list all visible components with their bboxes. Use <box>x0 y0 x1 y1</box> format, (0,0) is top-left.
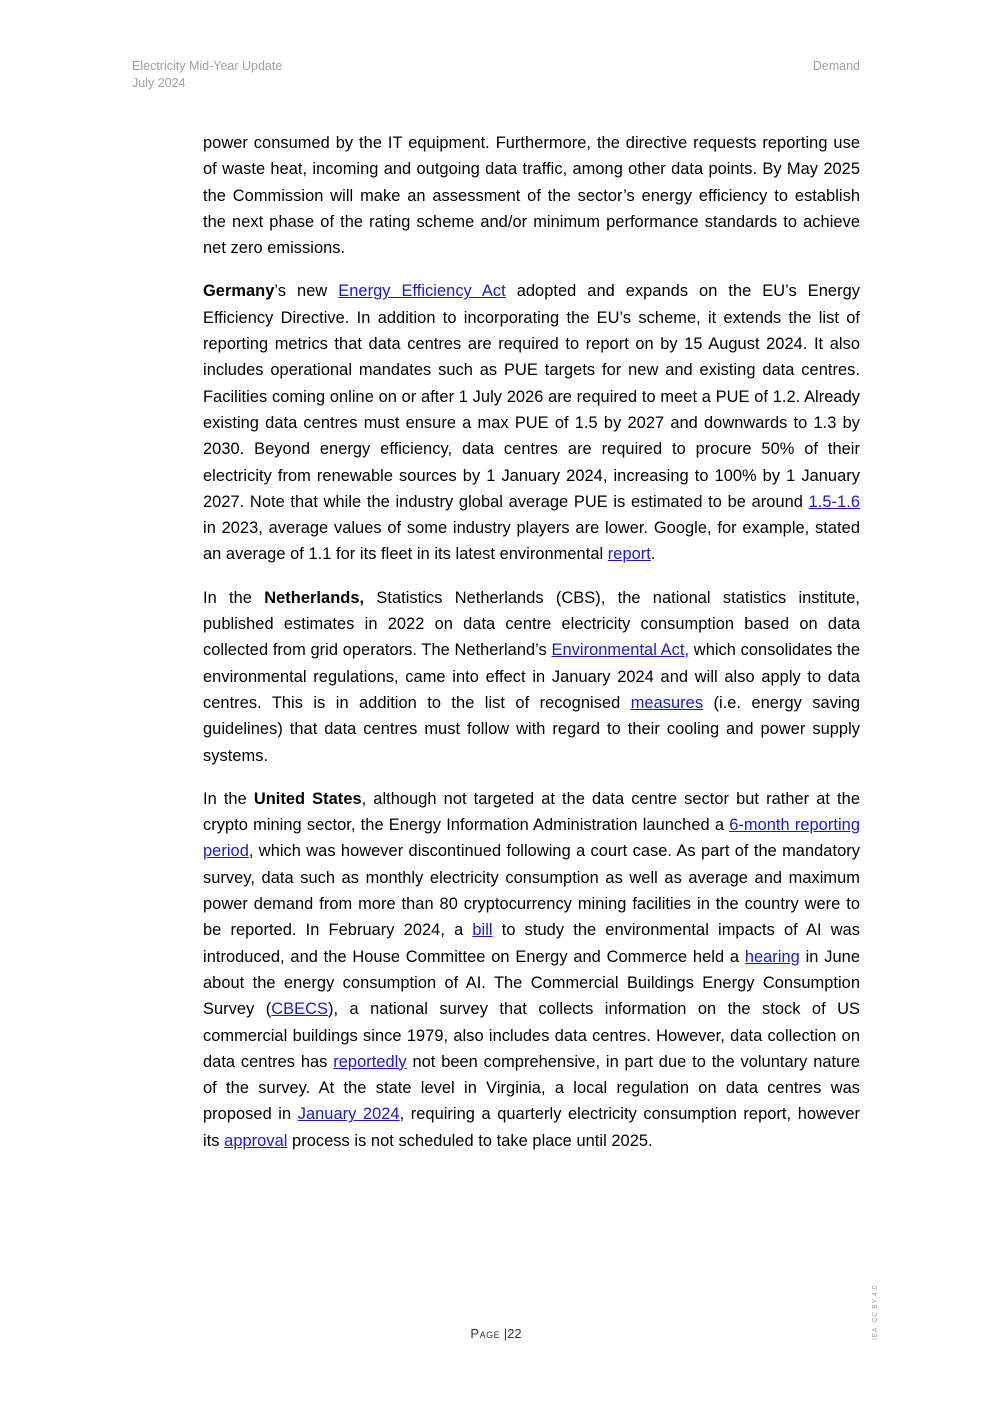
link-reportedly[interactable]: reportedly <box>333 1052 407 1071</box>
link-pue-estimate[interactable]: 1.5-1.6 <box>808 492 860 511</box>
paragraph-text: in June about the energy consumption of AI. The Commercial Buildings Energy Consumption Survey ( <box>203 947 860 1019</box>
country-united-states: United States <box>253 789 362 808</box>
paragraph-text: adopted and expands on the EU’s Energy Efficiency Directive. In addition to incorporating the EU’s scheme, it extends the list of reporting metrics that data centres are required to report on by 15 August 2024. It also includes operational mandates such as PUE targets for new and existing data centres. Facilities coming online on or after 1 July 2026 are required to meet a PUE of 1.2. Already existing data centres must ensure a max PUE of 1.5 by 2027 and downwards to 1.3 by 2030. Beyond energy efficiency, data centres are required to procure 50% of their electricity from renewable sources by 1 January 2024, increasing to 100% by 1 January 2027. Note that while the industry global average PUE is estimated to be around <box>203 282 860 511</box>
document-title: Electricity Mid-Year Update <box>132 59 283 73</box>
country-germany: Germany <box>203 282 275 301</box>
link-environmental-act[interactable]: Environmental Act, <box>551 641 690 660</box>
paragraph-text: , requiring a quarterly electricity consumption report, however its <box>203 1105 860 1150</box>
paragraph-text: which consolidates the environmental regulations, came into effect in January 2024 and will also apply to data centres. This is in addition to the list of recognised <box>203 641 860 712</box>
paragraph-united-states <box>203 786 860 1154</box>
link-cbecs[interactable]: CBECS <box>271 1000 328 1019</box>
section-title: Demand <box>812 59 860 73</box>
document-date: July 2024 <box>132 76 186 90</box>
paragraph-eu-directive <box>203 130 860 261</box>
paragraph-text: to study the environmental impacts of AI was introduced, and the House Committee on Energy and Commerce held a <box>203 921 860 966</box>
paragraph-text: process is not scheduled to take place until 2025. <box>287 1131 653 1150</box>
paragraph-netherlands <box>203 585 860 769</box>
link-environmental-report[interactable]: report <box>607 545 651 564</box>
paragraph-text: , although not targeted at the data centre sector but rather at the crypto mining sector, the Energy Information Administration launched a <box>203 789 860 835</box>
link-measures[interactable]: measures <box>630 693 704 712</box>
paragraph-text: , which was however discontinued following a court case. As part of the mandatory survey, data such as monthly electricity consumption as well as average and maximum power demand from more than 80 cryptocurrency mining facilities in the country were to be reported. In February 2024, a <box>203 842 860 940</box>
paragraph-text: in 2023, average values of some industry players are lower. Google, for example, stated an average of 1.1 for its fleet in its latest environmental <box>203 519 860 564</box>
link-january-2024[interactable]: January 2024 <box>297 1105 400 1124</box>
page-footer <box>0 1326 992 1341</box>
page-number: 22 <box>507 1326 522 1341</box>
license-notice: IEA. CC BY 4.0. <box>872 1282 879 1340</box>
link-hearing[interactable]: hearing <box>744 947 800 966</box>
page-separator: | <box>503 1326 508 1341</box>
paragraph-text: . <box>650 545 656 564</box>
link-bill[interactable]: bill <box>472 921 493 940</box>
link-approval[interactable]: approval <box>224 1131 288 1150</box>
paragraph-text: ’s new <box>274 282 339 301</box>
paragraph-text: power consumed by the IT equipment. Furthermore, the directive requests reporting use of waste heat, incoming and outgoing data traffic, among other data points. By May 2025 the Commission will make an assessment of the sector’s energy efficiency to establish the next phase of the rating scheme and/or minimum performance standards to achieve net zero emissions. <box>203 134 860 258</box>
paragraph-germany <box>203 278 860 567</box>
paragraph-text: In the <box>203 789 254 808</box>
paragraph-text: not been comprehensive, in part due to the voluntary nature of the survey. At the state level in Virginia, a local regulation on data centres was proposed in <box>203 1052 861 1124</box>
main-content <box>203 130 860 1171</box>
link-energy-efficiency-act[interactable]: Energy Efficiency Act <box>338 282 506 301</box>
country-netherlands: Netherlands, <box>264 588 365 607</box>
paragraph-text: ), a national survey that collects information on the stock of US commercial buildings since 1979, also includes data centres. However, data collection on data centres has <box>203 1000 860 1071</box>
page-label: Page <box>470 1326 501 1341</box>
paragraph-text: (i.e. energy saving guidelines) that data centres must follow with regard to their cooling and power supply systems. <box>203 693 860 765</box>
document-header <box>132 58 282 92</box>
link-reporting-period[interactable]: 6-month reporting period <box>203 816 860 861</box>
paragraph-text: Statistics Netherlands (CBS), the national statistics institute, published estimates in 2022 on data centre electricity consumption based on data collected from grid operators. The Netherland’s <box>203 588 860 660</box>
paragraph-text: In the <box>203 588 265 607</box>
